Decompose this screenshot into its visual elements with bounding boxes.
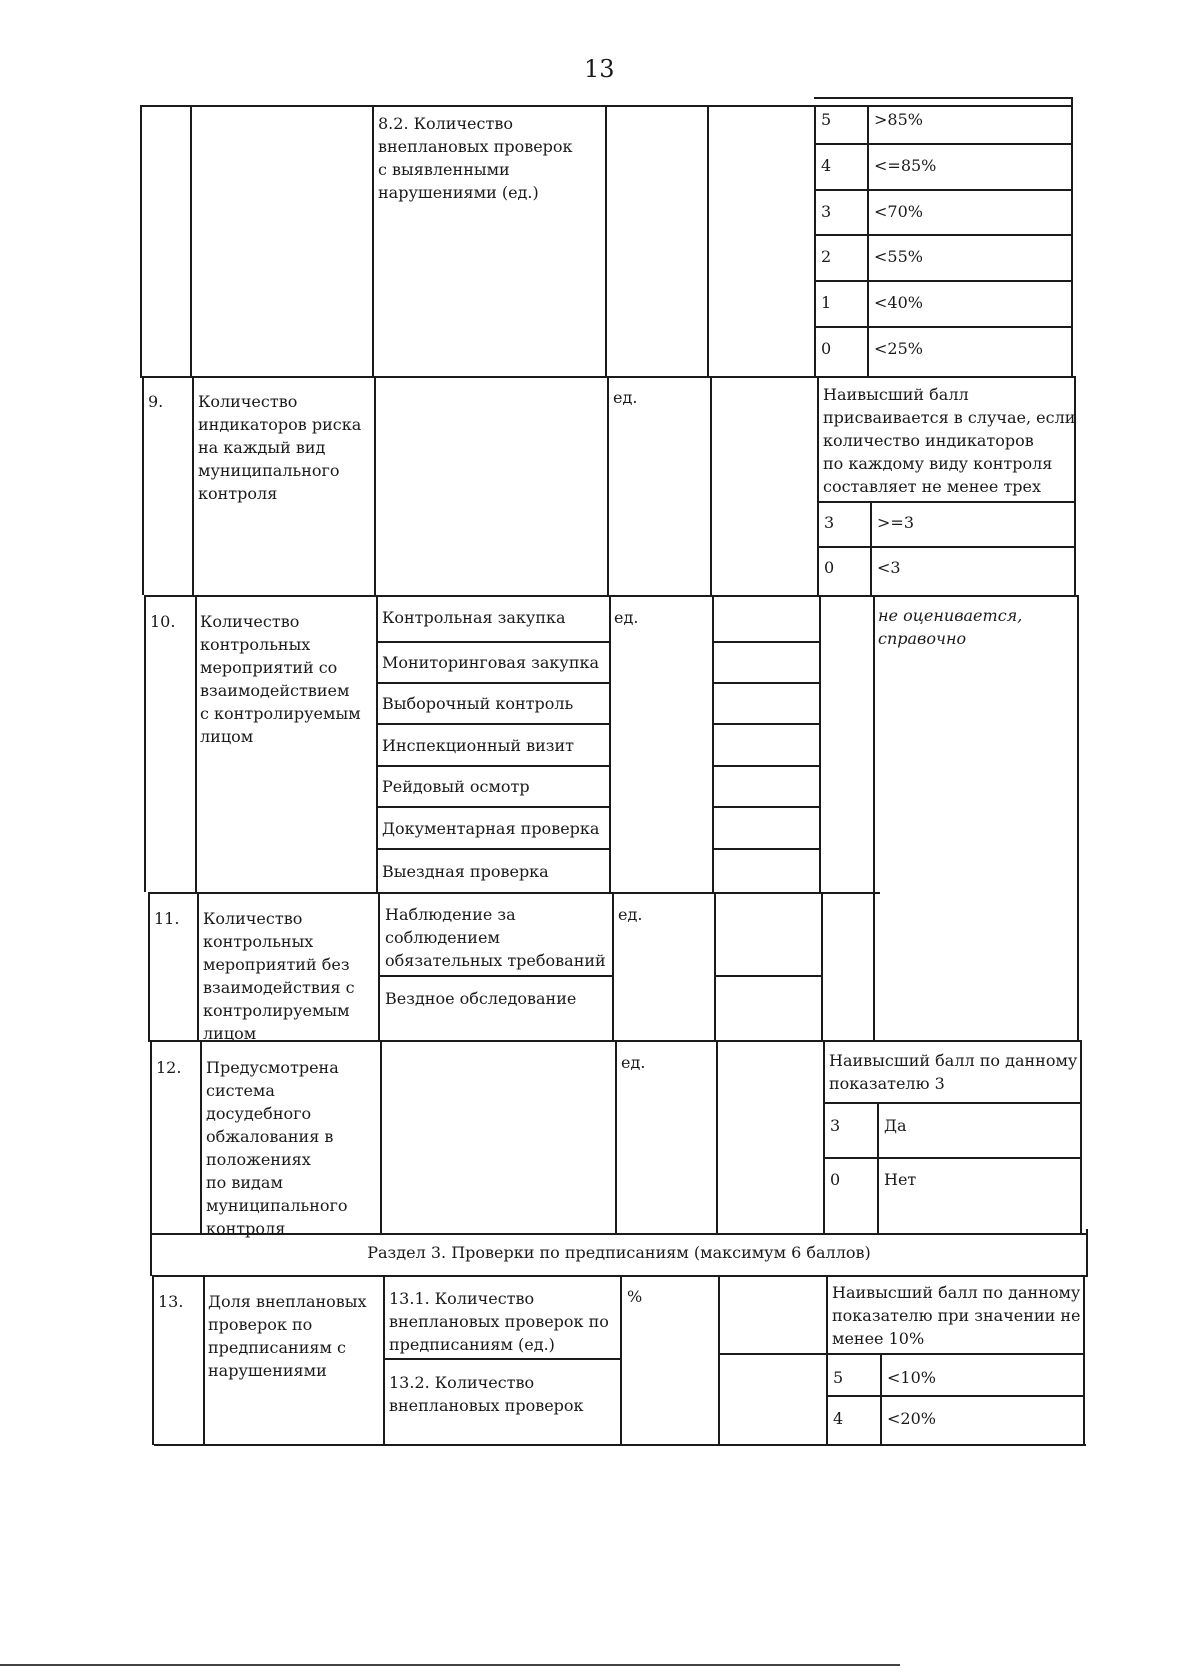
measure-item: Рейдовый осмотр [382,777,530,796]
score-condition: <10% [887,1368,936,1387]
score-value: 5 [833,1368,844,1387]
indicator-8-2: 8.2. Количество внеплановых проверок с выявленными нарушениями (ед.) [378,114,573,202]
row-unit: ед. [614,608,639,627]
row-number: 13. [158,1292,184,1311]
measure-item: 13.2. Количество внеплановых проверок [389,1373,584,1415]
row-number: 9. [148,392,164,411]
score-condition: <3 [877,558,901,577]
row-note: Наивысший балл по данному показателю 3 [829,1051,1078,1093]
measure-item: 13.1. Количество внеплановых проверок по предписаниям (ед.) [389,1289,609,1354]
row-note: Наивысший балл присваивается в случае, если количество индикаторов по каждому виду контроля составляет не менее трех [823,385,1076,496]
score-condition: <25% [874,339,923,358]
score-value: 1 [821,293,832,312]
score-condition: Да [884,1116,907,1135]
measure-item: Документарная проверка [382,819,600,838]
score-value: 5 [821,110,832,129]
row-unit: % [627,1287,643,1306]
score-value: 2 [821,247,832,266]
score-condition: <20% [887,1409,936,1428]
row-name: Количество индикаторов риска на каждый вид муниципального контроля [198,392,362,503]
scan-edge [0,1664,900,1666]
score-value: 3 [830,1116,841,1135]
row-unit: ед. [621,1053,646,1072]
row-number: 12. [156,1058,182,1077]
section-heading: Раздел 3. Проверки по предписаниям (максимум 6 баллов) [367,1243,871,1262]
row-name: Количество контрольных мероприятий со взаимодействием с контролируемым лицом [200,612,361,746]
score-condition: >85% [874,110,923,129]
measure-item: Выездная проверка [382,862,549,881]
measure-item: Вездное обследование [385,989,577,1008]
row-note: Наивысший балл по данному показателю при значении не менее 10% [832,1283,1081,1348]
measure-item: Наблюдение за соблюдением обязательных требований [385,905,606,970]
row-number: 11. [154,909,180,928]
score-value: 0 [821,339,832,358]
score-value: 0 [824,558,835,577]
measure-item: Выборочный контроль [382,694,574,713]
score-condition: <=85% [874,156,937,175]
score-value: 4 [821,156,832,175]
row-name: Доля внеплановых проверок по предписаниям с нарушениями [208,1292,367,1380]
score-condition: <70% [874,202,923,221]
score-condition: <55% [874,247,923,266]
score-condition: >=3 [877,513,914,532]
row-note: не оценивается, справочно [878,606,1023,648]
measure-item: Мониторинговая закупка [382,653,600,672]
score-value: 3 [824,513,835,532]
row-name: Количество контрольных мероприятий без взаимодействия с контролируемым лицом [203,909,355,1043]
measure-item: Контрольная закупка [382,608,566,627]
measure-item: Инспекционный визит [382,736,575,755]
row-unit: ед. [613,388,638,407]
score-value: 4 [833,1409,844,1428]
page-number: 13 [584,55,615,83]
row-number: 10. [150,612,176,631]
row-unit: ед. [618,905,643,924]
score-value: 0 [830,1170,841,1189]
row-name: Предусмотрена система досудебного обжалования в положениях по видам муниципального контроля [206,1058,348,1238]
score-condition: <40% [874,293,923,312]
score-value: 3 [821,202,832,221]
score-condition: Нет [884,1170,917,1189]
